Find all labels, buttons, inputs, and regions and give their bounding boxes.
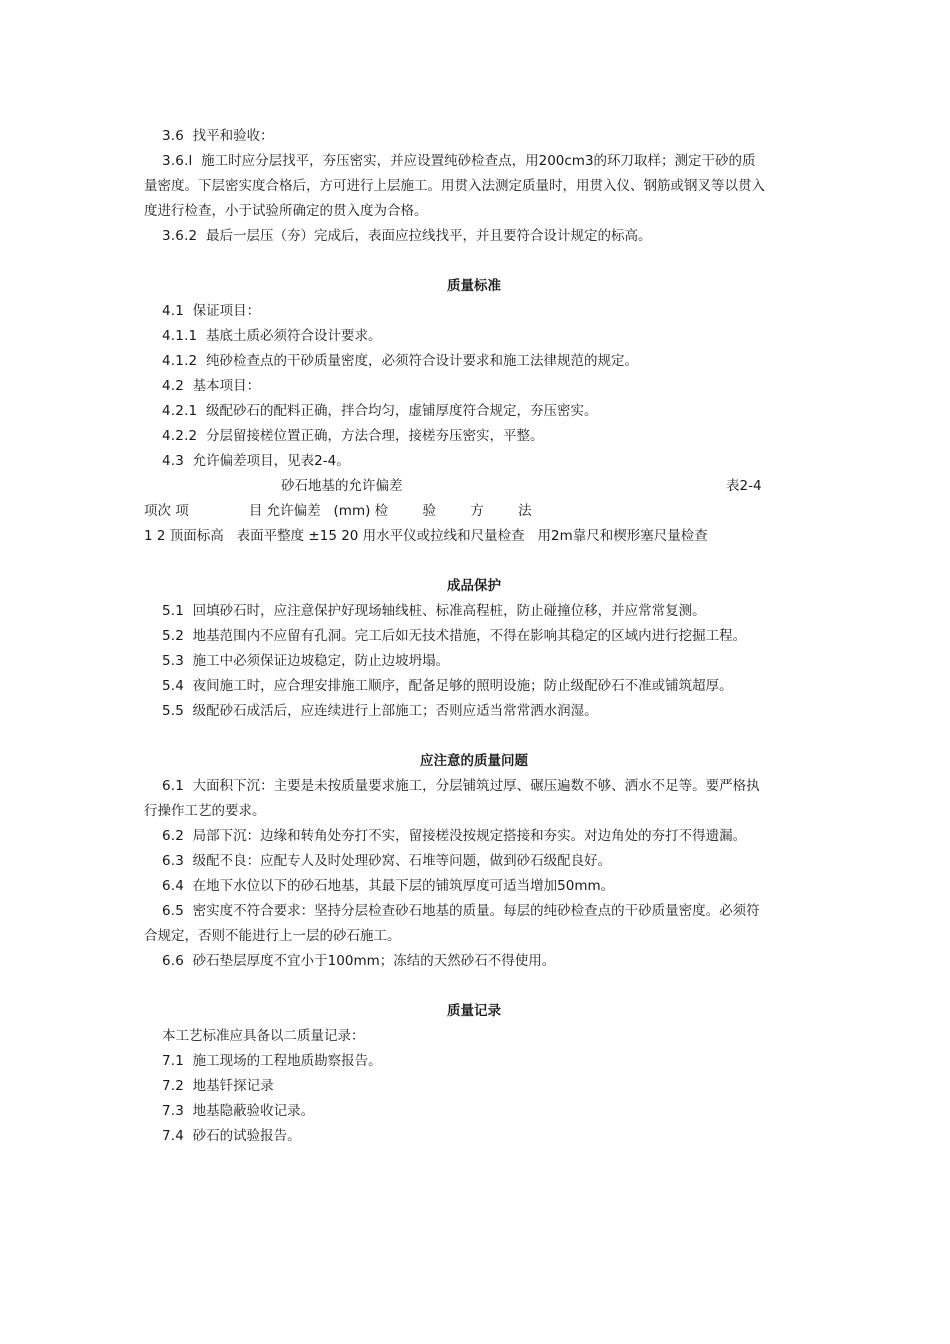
section-heading-quality-standard: 质量标准 <box>447 278 501 294</box>
clause-text: 级配不良：应配专人及时处理砂窝、石堆等问题，做到砂石级配良好。 <box>192 853 612 869</box>
clause-text: 施工时应分层找平，夯压密实，并应设置纯砂检查点，用200cm3的环刀取样；测定干砂的质 <box>201 153 756 169</box>
clause-number: 4.2.1 <box>162 403 198 419</box>
clause-7-4 <box>144 1124 804 1149</box>
clause-7-1 <box>144 1049 804 1074</box>
clause-4-2 <box>144 374 804 399</box>
clause-text: 地基范围内不应留有孔洞。完工后如无技术措施，不得在影响其稳定的区域内进行挖掘工程。 <box>192 628 747 644</box>
clause-4-1-1 <box>144 324 804 349</box>
clause-number: 7.1 <box>162 1053 185 1069</box>
clause-continuation: 行操作工艺的要求。 <box>144 803 266 819</box>
clause-text: 找平和验收： <box>192 128 274 144</box>
clause-6-5 <box>144 899 804 924</box>
section-heading-quality-issues: 应注意的质量问题 <box>420 753 528 769</box>
clause-text: 级配砂石的配料正确，拌合均匀，虚铺厚度符合规定，夯压密实。 <box>205 403 598 419</box>
clause-number: 6.3 <box>162 853 185 869</box>
clause-text: 施工中必须保证边坡稳定，防止边坡坍塌。 <box>192 653 450 669</box>
clause-3-6-1 <box>144 149 804 174</box>
clause-text: 最后一层压（夯）完成后，表面应拉线找平，并且要符合设计规定的标高。 <box>205 228 652 244</box>
document-body <box>144 124 804 1149</box>
clause-5-5 <box>144 699 804 724</box>
clause-6-3 <box>144 849 804 874</box>
clause-text: 夜间施工时，应合理安排施工顺序，配备足够的照明设施；防止级配砂石不准或铺筑超厚。 <box>192 678 733 694</box>
clause-number: 5.1 <box>162 603 185 619</box>
clause-number: 3.6.l <box>162 153 193 169</box>
clause-text: 级配砂石成活后，应连续进行上部施工；否则应适当常常洒水润湿。 <box>192 703 598 719</box>
clause-number: 6.2 <box>162 828 185 844</box>
clause-3-6 <box>144 124 804 149</box>
clause-number: 4.2.2 <box>162 428 198 444</box>
clause-4-1 <box>144 299 804 324</box>
table-number: 表2-4 <box>726 478 762 494</box>
table-caption-row <box>144 474 804 499</box>
clause-3-6-2 <box>144 224 804 249</box>
clause-number: 4.3 <box>162 453 185 469</box>
clause-number: 7.4 <box>162 1128 185 1144</box>
clause-text: 分层留接槎位置正确，方法合理，接槎夯压密实，平整。 <box>205 428 544 444</box>
clause-text: 基底土质必须符合设计要求。 <box>205 328 382 344</box>
records-intro: 本工艺标准应具备以二质量记录： <box>162 1028 365 1044</box>
clause-number: 4.1.2 <box>162 353 198 369</box>
clause-text: 允许偏差项目，见表2-4。 <box>192 453 350 469</box>
clause-text: 砂石垫层厚度不宜小于100mm；冻结的天然砂石不得使用。 <box>192 953 556 969</box>
clause-5-3 <box>144 649 804 674</box>
clause-text: 局部下沉：边缘和转角处夯打不实，留接槎没按规定搭接和夯实。对边角处的夯打不得遗漏。 <box>192 828 747 844</box>
clause-number: 5.5 <box>162 703 185 719</box>
clause-text: 密实度不符合要求：坚持分层检查砂石地基的质量。每层的纯砂检查点的干砂质量密度。必须符 <box>192 903 760 919</box>
clause-text: 纯砂检查点的干砂质量密度，必须符合设计要求和施工法律规范的规定。 <box>205 353 638 369</box>
clause-4-1-2 <box>144 349 804 374</box>
clause-continuation: 度进行检查，小于试验所确定的贯入度为合格。 <box>144 203 428 219</box>
clause-5-1 <box>144 599 804 624</box>
clause-text: 基本项目： <box>192 378 261 394</box>
clause-number: 5.3 <box>162 653 185 669</box>
clause-6-6 <box>144 949 804 974</box>
clause-6-1 <box>144 774 804 799</box>
clause-number: 7.2 <box>162 1078 185 1094</box>
clause-6-2 <box>144 824 804 849</box>
clause-number: 6.4 <box>162 878 185 894</box>
clause-number: 3.6 <box>162 128 185 144</box>
clause-4-3 <box>144 449 804 474</box>
clause-text: 在地下水位以下的砂石地基，其最下层的铺筑厚度可适当增加50mm。 <box>192 878 615 894</box>
clause-number: 4.1.1 <box>162 328 198 344</box>
clause-number: 6.5 <box>162 903 185 919</box>
clause-5-2 <box>144 624 804 649</box>
section-heading-product-protection: 成品保护 <box>447 578 501 594</box>
clause-7-2 <box>144 1074 804 1099</box>
clause-text: 回填砂石时，应注意保护好现场轴线桩、标准高程桩，防止碰撞位移，并应常常复测。 <box>192 603 706 619</box>
clause-number: 3.6.2 <box>162 228 198 244</box>
clause-number: 4.2 <box>162 378 185 394</box>
clause-number: 7.3 <box>162 1103 185 1119</box>
clause-continuation: 合规定，否则不能进行上一层的砂石施工。 <box>144 928 401 944</box>
clause-text: 保证项目： <box>192 303 261 319</box>
clause-4-2-2 <box>144 424 804 449</box>
clause-text: 大面积下沉：主要是未按质量要求施工，分层铺筑过厚、碾压遍数不够、洒水不足等。要严格执 <box>192 778 760 794</box>
clause-number: 6.6 <box>162 953 185 969</box>
clause-number: 4.1 <box>162 303 185 319</box>
clause-continuation: 量密度。下层密实度合格后，方可进行上层施工。用贯入法测定质量时，用贯入仪、钢筋或钢叉等以贯入 <box>144 178 765 194</box>
clause-text: 施工现场的工程地质勘察报告。 <box>192 1053 382 1069</box>
clause-6-4 <box>144 874 804 899</box>
table-row: 1 2 顶面标高 表面平整度 ±15 20 用水平仪或拉线和尺量检查 用2m靠尺和楔形塞尺量检查 <box>144 528 708 544</box>
clause-number: 6.1 <box>162 778 185 794</box>
table-caption: 砂石地基的允许偏差 <box>281 478 403 494</box>
clause-5-4 <box>144 674 804 699</box>
table-header-row: 项次 项 目 允许偏差 (mm) 检 验 方 法 <box>144 503 532 519</box>
section-heading-quality-records: 质量记录 <box>447 1003 501 1019</box>
clause-number: 5.4 <box>162 678 185 694</box>
clause-number: 5.2 <box>162 628 185 644</box>
clause-4-2-1 <box>144 399 804 424</box>
clause-text: 地基钎探记录 <box>192 1078 274 1094</box>
clause-text: 地基隐蔽验收记录。 <box>192 1103 315 1119</box>
clause-text: 砂石的试验报告。 <box>192 1128 301 1144</box>
clause-7-3 <box>144 1099 804 1124</box>
